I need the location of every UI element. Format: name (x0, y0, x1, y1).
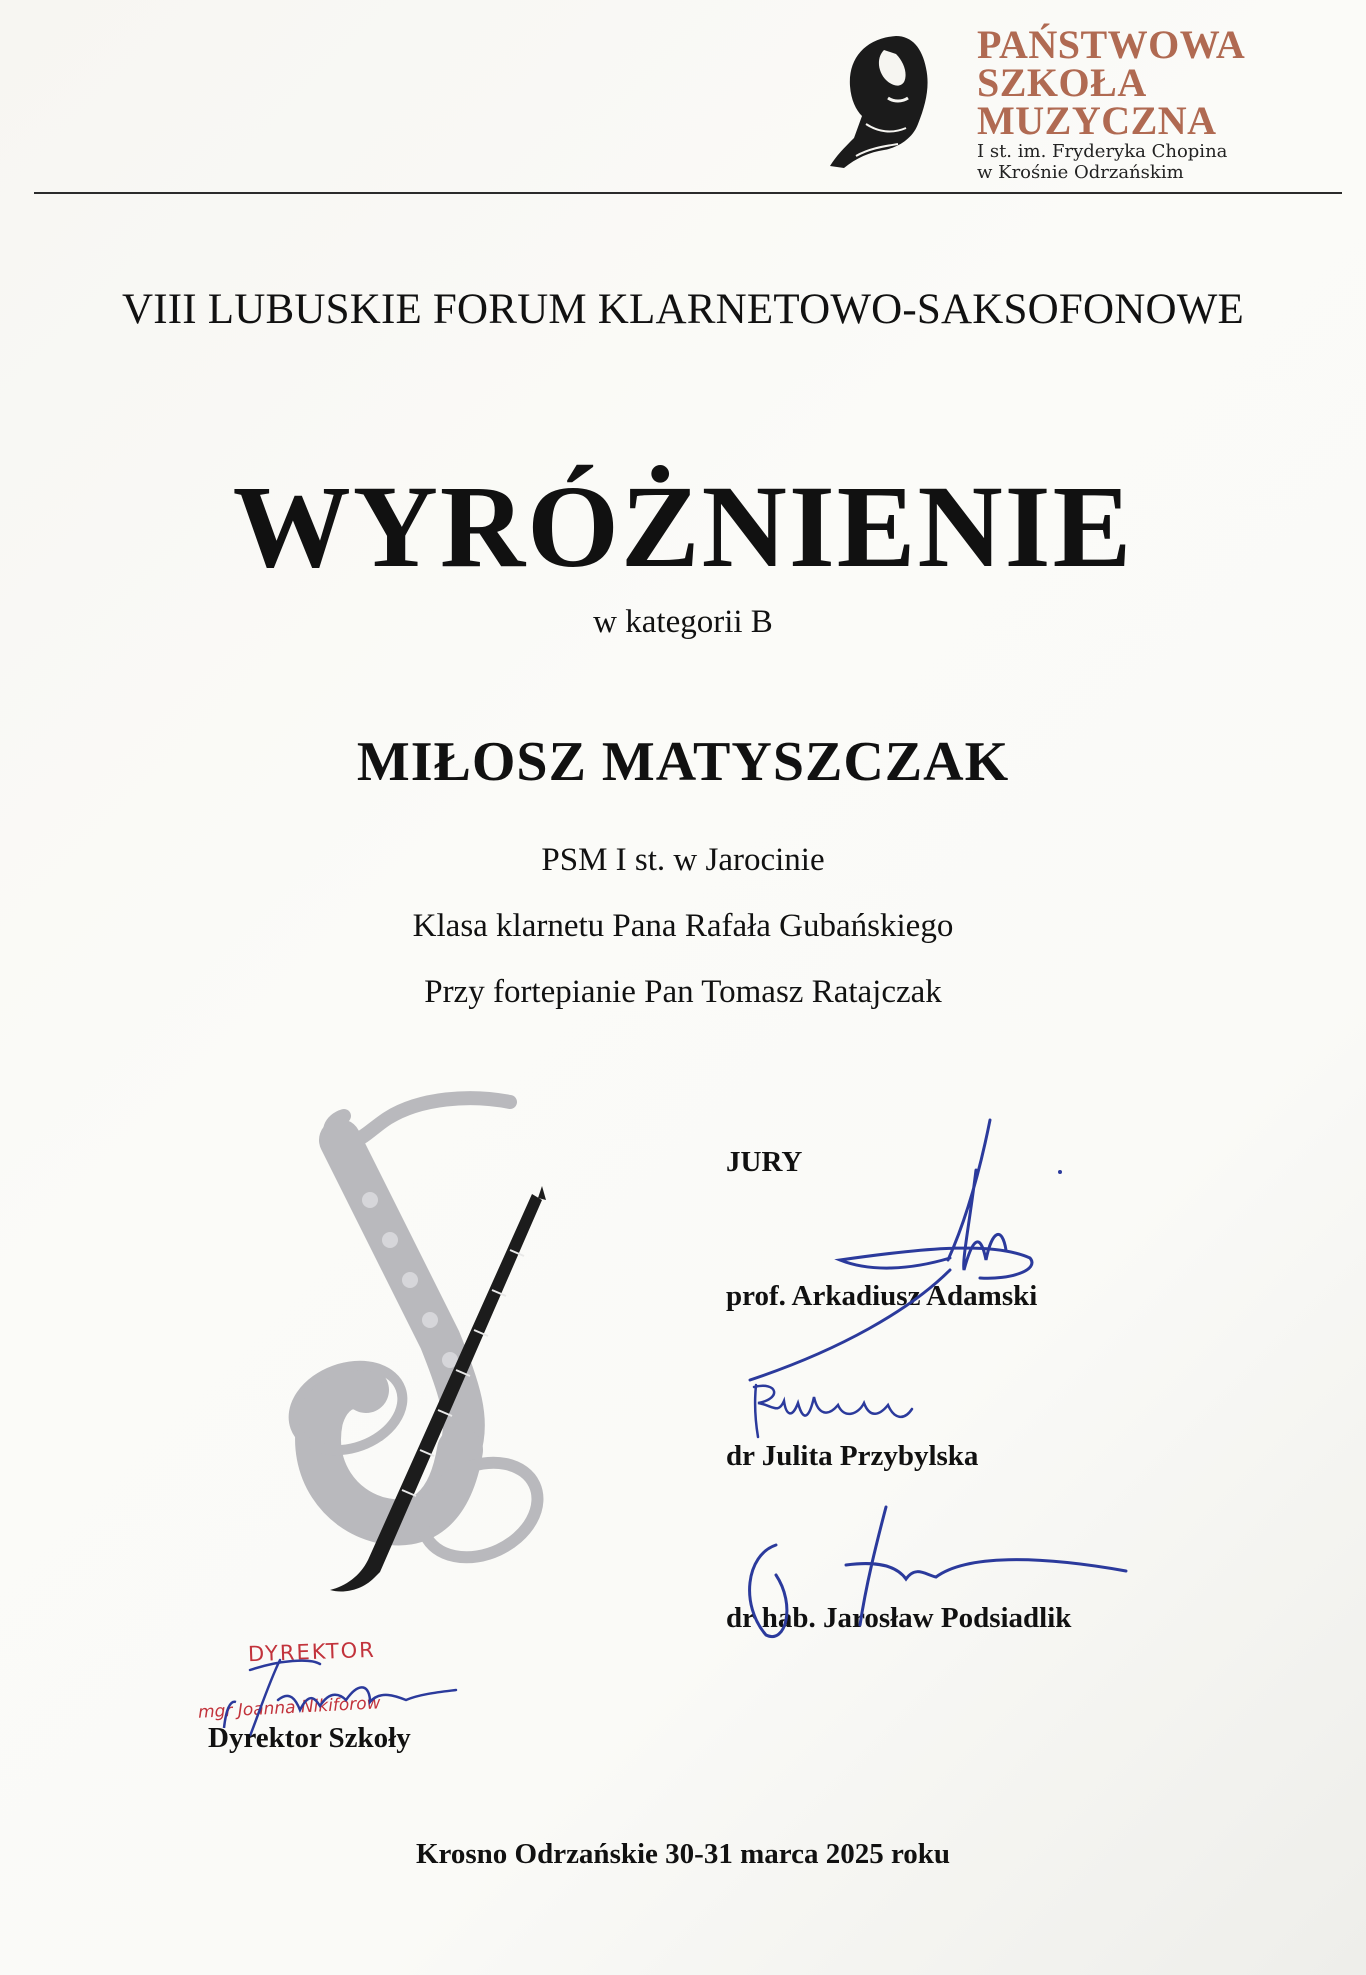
director-stamp-title: DYREKTOR (247, 1637, 377, 1667)
jury-member-3: dr hab. Jarosław Podsiadlik (726, 1602, 1072, 1634)
chopin-profile-logo-icon (826, 28, 974, 176)
award-category: w kategorii B (593, 604, 773, 640)
place-and-date: Krosno Odrzańskie 30-31 marca 2025 roku (415, 1838, 951, 1870)
school-name-line-3: MUZYCZNA (977, 98, 1217, 143)
school-name-line-1: PAŃSTWOWA (977, 22, 1246, 67)
recipient-accompanist: Przy fortepianie Pan Tomasz Ratajczak (424, 974, 942, 1010)
recipient-teacher: Klasa klarnetu Pana Rafała Gubańskiego (412, 908, 954, 944)
signature-przybylska-icon (748, 1375, 948, 1445)
jury-member-1: prof. Arkadiusz Adamski (726, 1280, 1038, 1312)
jury-label: JURY (726, 1146, 803, 1178)
director-label: Dyrektor Szkoły (208, 1722, 411, 1754)
recipient-school: PSM I st. w Jarocinie (541, 842, 825, 878)
school-subtitle-line-2: w Krośnie Odrzańskim (977, 162, 1184, 183)
recipient-name: MIŁOSZ MATYSZCZAK (356, 731, 1010, 793)
header-divider (34, 192, 1342, 194)
signature-adamski-icon (740, 1110, 1080, 1390)
clarinet-and-saxophone-illustration-icon (270, 1090, 630, 1610)
school-subtitle-line-1: I st. im. Fryderyka Chopina (977, 141, 1228, 162)
school-name-line-2: SZKOŁA (977, 60, 1147, 105)
signature-podsiadlik-icon (736, 1505, 1136, 1655)
jury-member-2: dr Julita Przybylska (726, 1440, 979, 1472)
event-title: VIII LUBUSKIE FORUM KLARNETOWO-SAKSOFONOWE (122, 286, 1244, 333)
award-title: WYRÓŻNIENIE (232, 461, 1134, 592)
director-stamp-name: mgr Joanna Nikiforow (197, 1693, 382, 1723)
